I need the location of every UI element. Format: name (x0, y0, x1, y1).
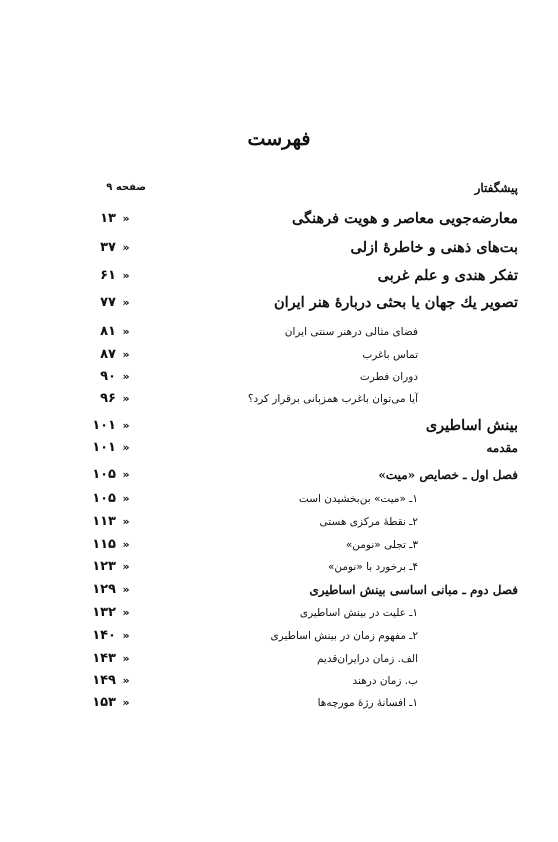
toc-row (0, 669, 558, 693)
toc-page-number: ۱۰۱ (92, 440, 116, 455)
ditto-mark: » (122, 629, 130, 642)
ditto-mark: » (122, 538, 130, 551)
toc-page-number: ۱۰۵ (92, 467, 116, 482)
toc-page-number: ۱۴۰ (92, 628, 116, 643)
toc-page-number: ۱۰۱ (92, 418, 116, 433)
ditto-mark: » (122, 492, 130, 505)
toc-entry-title: ۲ـ مفهوم زمان در بینش اساطیری (270, 630, 418, 642)
ditto-mark: » (122, 419, 130, 432)
toc-row (0, 365, 558, 389)
toc-page-number: ۱۱۳ (92, 514, 116, 529)
ditto-mark: » (122, 370, 130, 383)
ditto-mark: » (122, 583, 130, 596)
toc-entry-title: دوران فطرت (359, 371, 418, 383)
toc-row (0, 624, 558, 648)
ditto-mark: » (122, 325, 130, 338)
toc-entry-title: پیشگفتار (474, 181, 518, 195)
toc-entry-title: بت‌های ذهنی و خاطرهٔ ازلی (350, 239, 518, 256)
toc-page-number: صفحه ۹ (106, 182, 146, 193)
ditto-mark: » (122, 606, 130, 619)
toc-entry-title: آیا می‌توان باغرب همزبانی برقرار کرد؟ (247, 393, 418, 405)
toc-row (0, 555, 558, 579)
toc-row (0, 578, 558, 602)
toc-entry-title: معارضه‌جویی معاصر و هویت فرهنگی (292, 210, 518, 227)
toc-row (0, 601, 558, 625)
toc-page-number: ۹۶ (100, 391, 116, 406)
toc-entry-title: تصویر یك جهان یا بحثی دربارهٔ هنر ایران (273, 294, 518, 311)
toc-page-number: ۷۷ (100, 295, 116, 310)
toc-entry-title: تفکر هندی و علم غربی (377, 267, 518, 284)
toc-entry-title: ۱ـ علیت در بینش اساطیری (299, 607, 418, 619)
toc-row (0, 207, 558, 231)
ditto-mark: » (122, 269, 130, 282)
toc-entry-title: الف. زمان درایران‌قدیم (316, 653, 418, 665)
toc-page-number: ۳۷ (100, 240, 116, 255)
toc-page-number: ۱۳۲ (92, 605, 116, 620)
toc-entry-title: بینش اساطیری (425, 417, 518, 434)
ditto-mark: » (122, 241, 130, 254)
toc-page-number: ۱۴۳ (92, 651, 116, 666)
toc-row (0, 463, 558, 487)
toc-entry-title: ۲ـ نقطهٔ مرکزی هستی (319, 516, 418, 528)
toc-row (0, 487, 558, 511)
toc-entry-title: فضای مثالی درهنر سنتی ایران (284, 326, 418, 338)
toc-entry-title: فصل اول ـ خصایص «میت» (378, 468, 518, 482)
toc-row (0, 533, 558, 557)
toc-page-number: ۸۱ (100, 324, 116, 339)
toc-page-number: ۱۳ (100, 211, 116, 226)
ditto-mark: » (122, 652, 130, 665)
toc-page-number: ۶۱ (100, 268, 116, 283)
toc-row (0, 510, 558, 534)
toc-entry-title: ۴ـ برخورد با «نومن» (327, 561, 418, 573)
toc-entry-title: ۳ـ تجلی «نومن» (345, 539, 418, 551)
page-title: فهرست (247, 128, 311, 150)
ditto-mark: » (122, 296, 130, 309)
toc-entry-title: ۱ـ افسانهٔ رژهٔ مورچه‌ها (317, 697, 418, 709)
toc-entry-title: مقدمه (486, 441, 518, 455)
toc-row (0, 320, 558, 344)
ditto-mark: » (122, 212, 130, 225)
toc-page-number: ۱۲۹ (92, 582, 116, 597)
toc-row (0, 414, 558, 438)
toc-entry-title: ب. زمان درهند (352, 675, 418, 687)
toc-row (0, 236, 558, 260)
toc-row (0, 647, 558, 671)
toc-row (0, 436, 558, 460)
toc-row (0, 691, 558, 715)
toc-entry-title: فصل دوم ـ مبانی اساسی بینش اساطیری (309, 583, 518, 597)
ditto-mark: » (122, 560, 130, 573)
ditto-mark: » (122, 468, 130, 481)
ditto-mark: » (122, 392, 130, 405)
toc-entry-title: ۱ـ «میت» بن‌بخشیدن است (298, 493, 418, 505)
toc-row (0, 176, 558, 200)
toc-row (0, 264, 558, 288)
ditto-mark: » (122, 515, 130, 528)
ditto-mark: » (122, 441, 130, 454)
toc-row (0, 343, 558, 367)
toc-entry-title: تماس باغرب (362, 349, 418, 361)
toc-page-number: ۱۰۵ (92, 491, 116, 506)
toc-page-number: ۱۲۳ (92, 559, 116, 574)
toc-row (0, 387, 558, 411)
ditto-mark: » (122, 696, 130, 709)
ditto-mark: » (122, 348, 130, 361)
toc-page-number: ۱۱۵ (92, 537, 116, 552)
toc-page-number: ۸۷ (100, 347, 116, 362)
toc-page-number: ۹۰ (100, 369, 116, 384)
toc-page-number: ۱۴۹ (92, 673, 116, 688)
toc-page-number: ۱۵۳ (92, 695, 116, 710)
toc-row (0, 291, 558, 315)
ditto-mark: » (122, 674, 130, 687)
